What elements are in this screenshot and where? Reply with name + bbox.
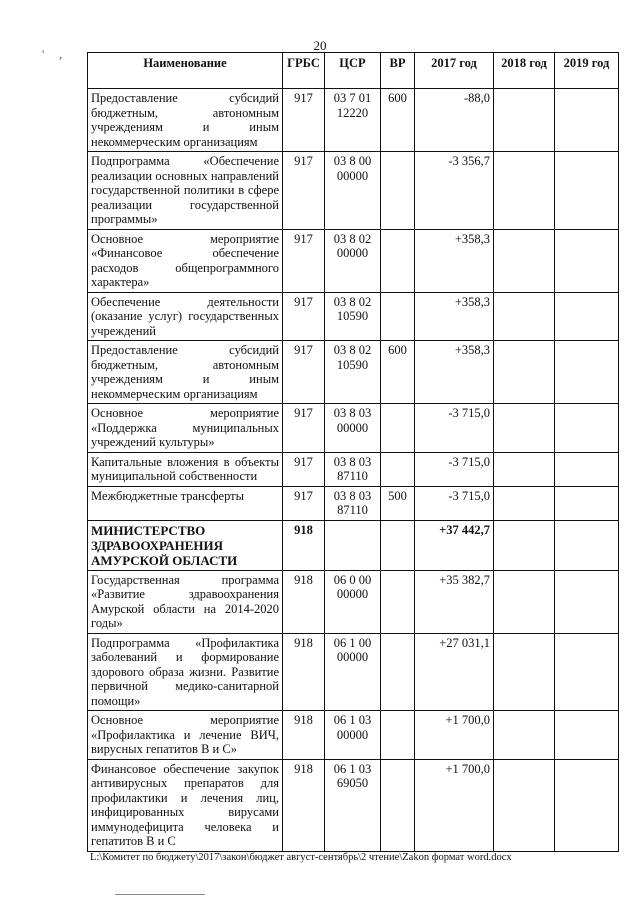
cell-y2019 [555, 520, 619, 570]
cell-name: Основное мероприятие «Финансовое обеспечение расходов общепрограммного характера» [88, 229, 283, 292]
cell-grbs: 917 [283, 452, 325, 486]
cell-grbs: 917 [283, 404, 325, 453]
cell-y2019 [555, 759, 619, 851]
cell-y2017: +358,3 [415, 229, 494, 292]
cell-grbs: 917 [283, 152, 325, 230]
cell-name: Предоставление субсидий бюджетным, автономным учреждениям и иным некоммерческим организациям [88, 89, 283, 152]
cell-grbs: 917 [283, 486, 325, 520]
cell-y2018 [494, 292, 555, 341]
cell-y2017: -88,0 [415, 89, 494, 152]
table-row [88, 229, 619, 292]
file-path-footer: L:\Комитет по бюджету\2017\закон\бюджет август-сентябрь\2 чтение\Zakon формат word.docx [90, 852, 512, 863]
cell-y2018 [494, 759, 555, 851]
cell-y2019 [555, 229, 619, 292]
cell-name: Межбюджетные трансферты [88, 486, 283, 520]
cell-y2019 [555, 89, 619, 152]
table-row [88, 404, 619, 453]
cell-grbs: 918 [283, 759, 325, 851]
scan-line [115, 894, 205, 895]
table-row [88, 452, 619, 486]
budget-table [87, 52, 619, 852]
cell-y2019 [555, 404, 619, 453]
table-row [88, 711, 619, 760]
cell-y2019 [555, 633, 619, 711]
header-grbs: ГРБС [283, 53, 325, 89]
cell-name: Предоставление субсидий бюджетным, автономным учреждениям и иным некоммерческим организациям [88, 341, 283, 404]
table-row [88, 520, 619, 570]
cell-y2017: -3 715,0 [415, 404, 494, 453]
header-2017: 2017 год [415, 53, 494, 89]
cell-vr [381, 229, 415, 292]
cell-name: Государственная программа «Развитие здравоохранения Амурской области на 2014-2020 годы» [88, 570, 283, 633]
table-row [88, 152, 619, 230]
cell-csr: 06 1 00 00000 [325, 633, 381, 711]
cell-vr: 600 [381, 341, 415, 404]
cell-y2018 [494, 452, 555, 486]
cell-y2017: +27 031,1 [415, 633, 494, 711]
cell-grbs: 917 [283, 229, 325, 292]
cell-csr [325, 520, 381, 570]
cell-name: Капитальные вложения в объекты муниципальной собственности [88, 452, 283, 486]
cell-vr [381, 452, 415, 486]
cell-grbs: 918 [283, 633, 325, 711]
cell-csr: 03 8 00 00000 [325, 152, 381, 230]
cell-y2019 [555, 341, 619, 404]
cell-csr: 03 8 02 00000 [325, 229, 381, 292]
cell-y2017: +37 442,7 [415, 520, 494, 570]
cell-vr [381, 404, 415, 453]
cell-y2018 [494, 404, 555, 453]
cell-grbs: 917 [283, 341, 325, 404]
table-row [88, 341, 619, 404]
cell-vr: 600 [381, 89, 415, 152]
table-row [88, 759, 619, 851]
cell-grbs: 918 [283, 711, 325, 760]
table-row [88, 292, 619, 341]
cell-csr: 06 1 03 00000 [325, 711, 381, 760]
cell-y2017: -3 715,0 [415, 486, 494, 520]
scan-marks: ' , [42, 47, 69, 61]
cell-name: Основное мероприятие «Профилактика и лечение ВИЧ, вирусных гепатитов В и С» [88, 711, 283, 760]
cell-y2019 [555, 570, 619, 633]
table-header-row [88, 53, 619, 89]
cell-y2019 [555, 292, 619, 341]
cell-csr: 03 8 03 87110 [325, 486, 381, 520]
cell-name: Подпрограмма «Обеспечение реализации основных направлений государственной политики в сфере реализации государственной программы» [88, 152, 283, 230]
header-name: Наименование [88, 53, 283, 89]
cell-vr [381, 292, 415, 341]
cell-y2019 [555, 486, 619, 520]
cell-grbs: 917 [283, 292, 325, 341]
cell-csr: 03 8 02 10590 [325, 341, 381, 404]
table-row [88, 486, 619, 520]
cell-vr [381, 633, 415, 711]
cell-y2019 [555, 152, 619, 230]
cell-name: Основное мероприятие «Поддержка муниципальных учреждений культуры» [88, 404, 283, 453]
table-row [88, 633, 619, 711]
cell-csr: 03 8 02 10590 [325, 292, 381, 341]
cell-vr [381, 570, 415, 633]
cell-csr: 06 0 00 00000 [325, 570, 381, 633]
header-2019: 2019 год [555, 53, 619, 89]
cell-y2019 [555, 711, 619, 760]
header-2018: 2018 год [494, 53, 555, 89]
cell-y2018 [494, 711, 555, 760]
cell-y2018 [494, 89, 555, 152]
cell-csr: 03 8 03 00000 [325, 404, 381, 453]
cell-y2017: +1 700,0 [415, 711, 494, 760]
cell-y2017: -3 356,7 [415, 152, 494, 230]
cell-y2018 [494, 341, 555, 404]
cell-y2017: +1 700,0 [415, 759, 494, 851]
cell-y2017: +358,3 [415, 341, 494, 404]
cell-csr: 03 8 03 87110 [325, 452, 381, 486]
cell-csr: 06 1 03 69050 [325, 759, 381, 851]
table-row [88, 570, 619, 633]
cell-y2018 [494, 486, 555, 520]
cell-vr [381, 711, 415, 760]
cell-grbs: 918 [283, 570, 325, 633]
cell-csr: 03 7 01 12220 [325, 89, 381, 152]
cell-y2018 [494, 152, 555, 230]
cell-y2018 [494, 570, 555, 633]
cell-vr [381, 152, 415, 230]
cell-name: Подпрограмма «Профилактика заболеваний и формирование здорового образа жизни. Развитие первичной медико-санитарной помощи» [88, 633, 283, 711]
table-row [88, 89, 619, 152]
cell-name: МИНИСТЕРСТВО ЗДРАВООХРАНЕНИЯ АМУРСКОЙ ОБЛАСТИ [88, 520, 283, 570]
cell-vr: 500 [381, 486, 415, 520]
cell-name: Обеспечение деятельности (оказание услуг) государственных учреждений [88, 292, 283, 341]
cell-vr [381, 520, 415, 570]
table-body [88, 89, 619, 852]
cell-grbs: 918 [283, 520, 325, 570]
header-vr: ВР [381, 53, 415, 89]
cell-y2018 [494, 520, 555, 570]
header-csr: ЦСР [325, 53, 381, 89]
cell-y2018 [494, 229, 555, 292]
cell-y2017: +35 382,7 [415, 570, 494, 633]
cell-vr [381, 759, 415, 851]
cell-name: Финансовое обеспечение закупок антивирусных препаратов для профилактики и лечения лиц, инфицированных вирусами иммунодефицита человека и гепатитов В и С [88, 759, 283, 851]
page-number: 20 [313, 38, 327, 53]
cell-y2017: -3 715,0 [415, 452, 494, 486]
cell-y2019 [555, 452, 619, 486]
cell-y2018 [494, 633, 555, 711]
cell-grbs: 917 [283, 89, 325, 152]
cell-y2017: +358,3 [415, 292, 494, 341]
